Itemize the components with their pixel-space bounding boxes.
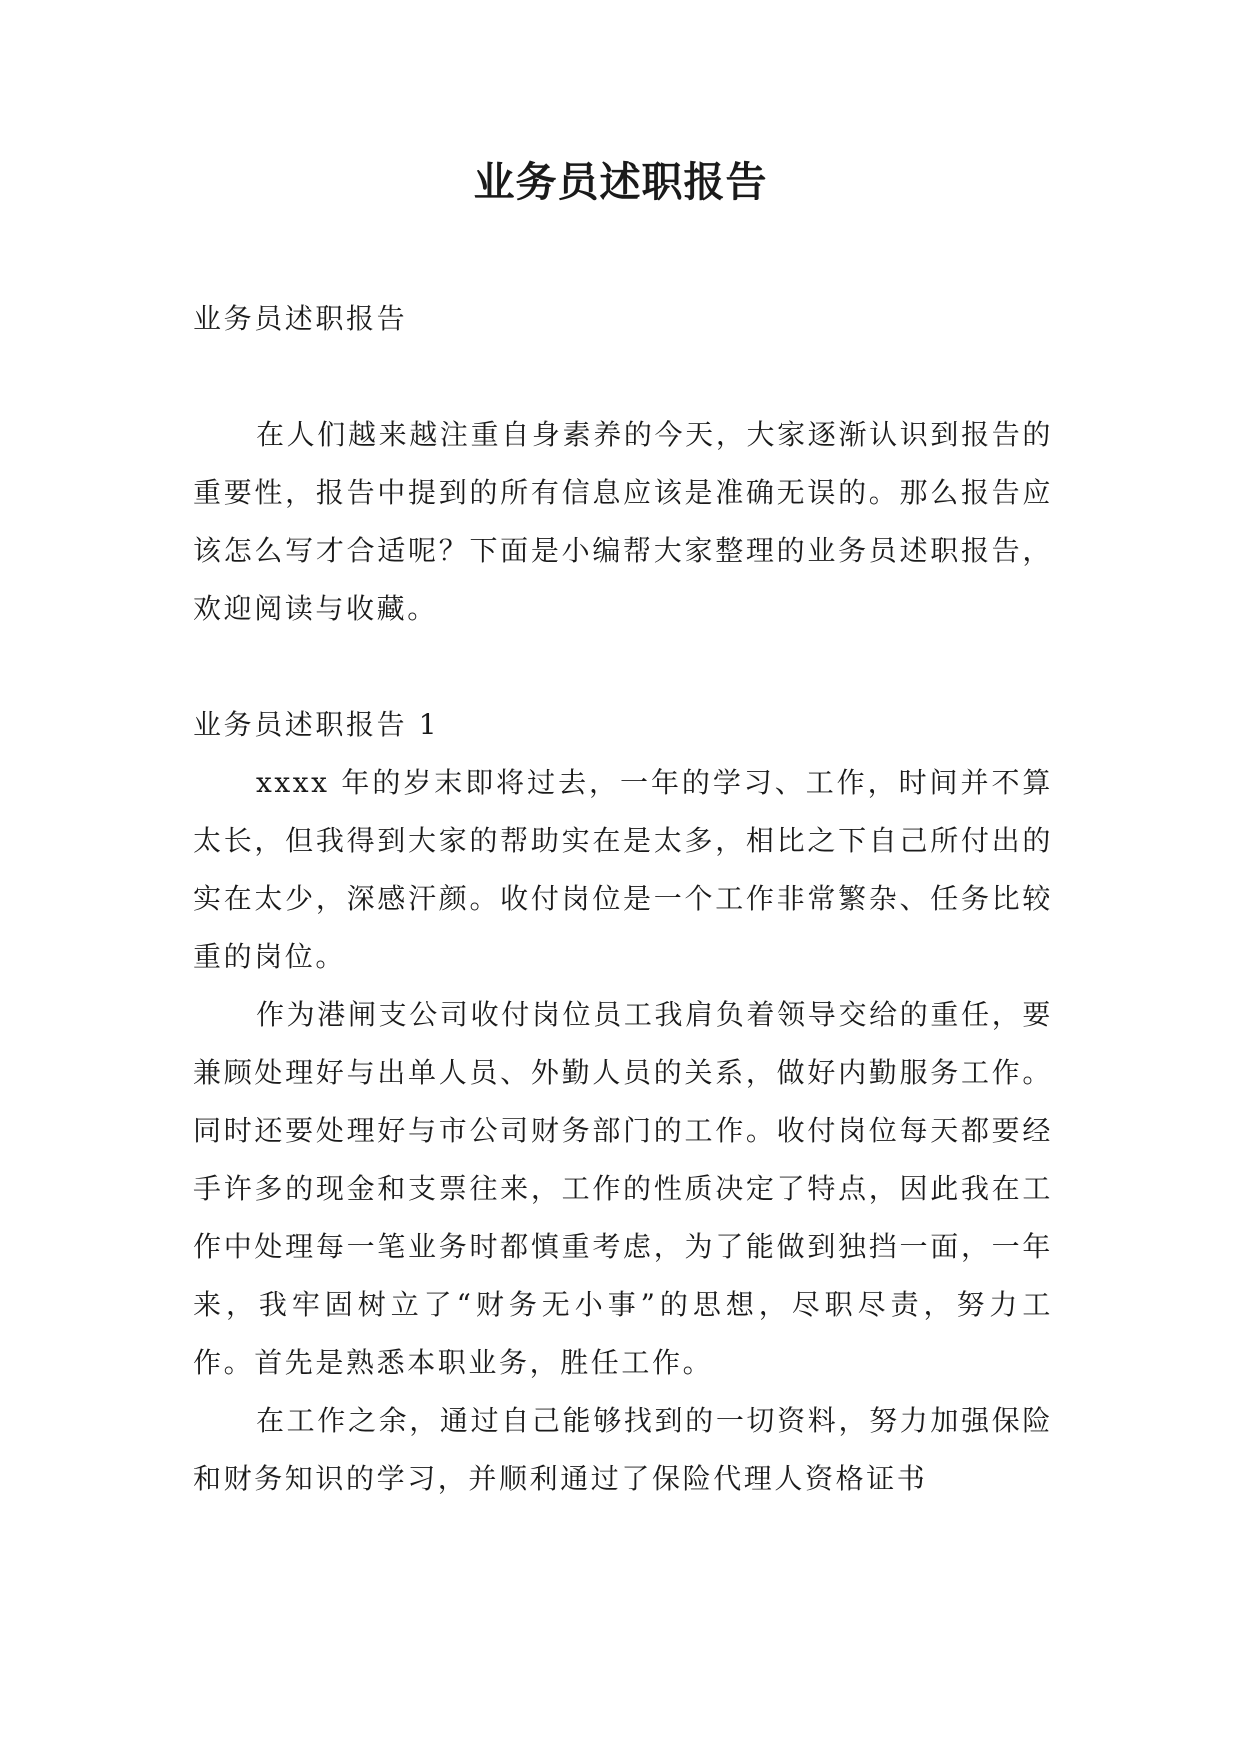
document-subtitle: 业务员述职报告 [193,302,408,335]
body-paragraph: 在工作之余，通过自己能够找到的一切资料，努力加强保险和财务知识的学习，并顺利通过了保险代理人资格证书 [193,1404,1053,1495]
document-body [193,290,1053,1508]
spacer [193,348,1053,406]
intro-paragraph: 在人们越来越注重自身素养的今天，大家逐渐认识到报告的重要性，报告中提到的所有信息应该是准确无误的。那么报告应该怎么写才合适呢？下面是小编帮大家整理的业务员述职报告，欢迎阅读与收藏。 [193,418,1053,625]
spacer [193,638,1053,696]
body-paragraph: 作为港闸支公司收付岗位员工我肩负着领导交给的重任，要兼顾处理好与出单人员、外勤人员的关系，做好内勤服务工作。同时还要处理好与市公司财务部门的工作。收付岗位每天都要经手许多的现金和支票往来，工作的性质决定了特点，因此我在工作中处理每一笔业务时都慎重考虑，为了能做到独挡一面，一年来，我牢固树立了“财务无小事”的思想，尽职尽责，努力工作。首先是熟悉本职业务，胜任工作。 [193,998,1053,1379]
document-title: 业务员述职报告 [473,158,768,206]
body-paragraph: xxxx 年的岁末即将过去，一年的学习、工作，时间并不算太长，但我得到大家的帮助实在是太多，相比之下自己所付出的实在太少，深感汗颜。收付岗位是一个工作非常繁杂、任务比较重的岗位。 [193,766,1053,973]
section-heading: 业务员述职报告 1 [193,708,440,741]
